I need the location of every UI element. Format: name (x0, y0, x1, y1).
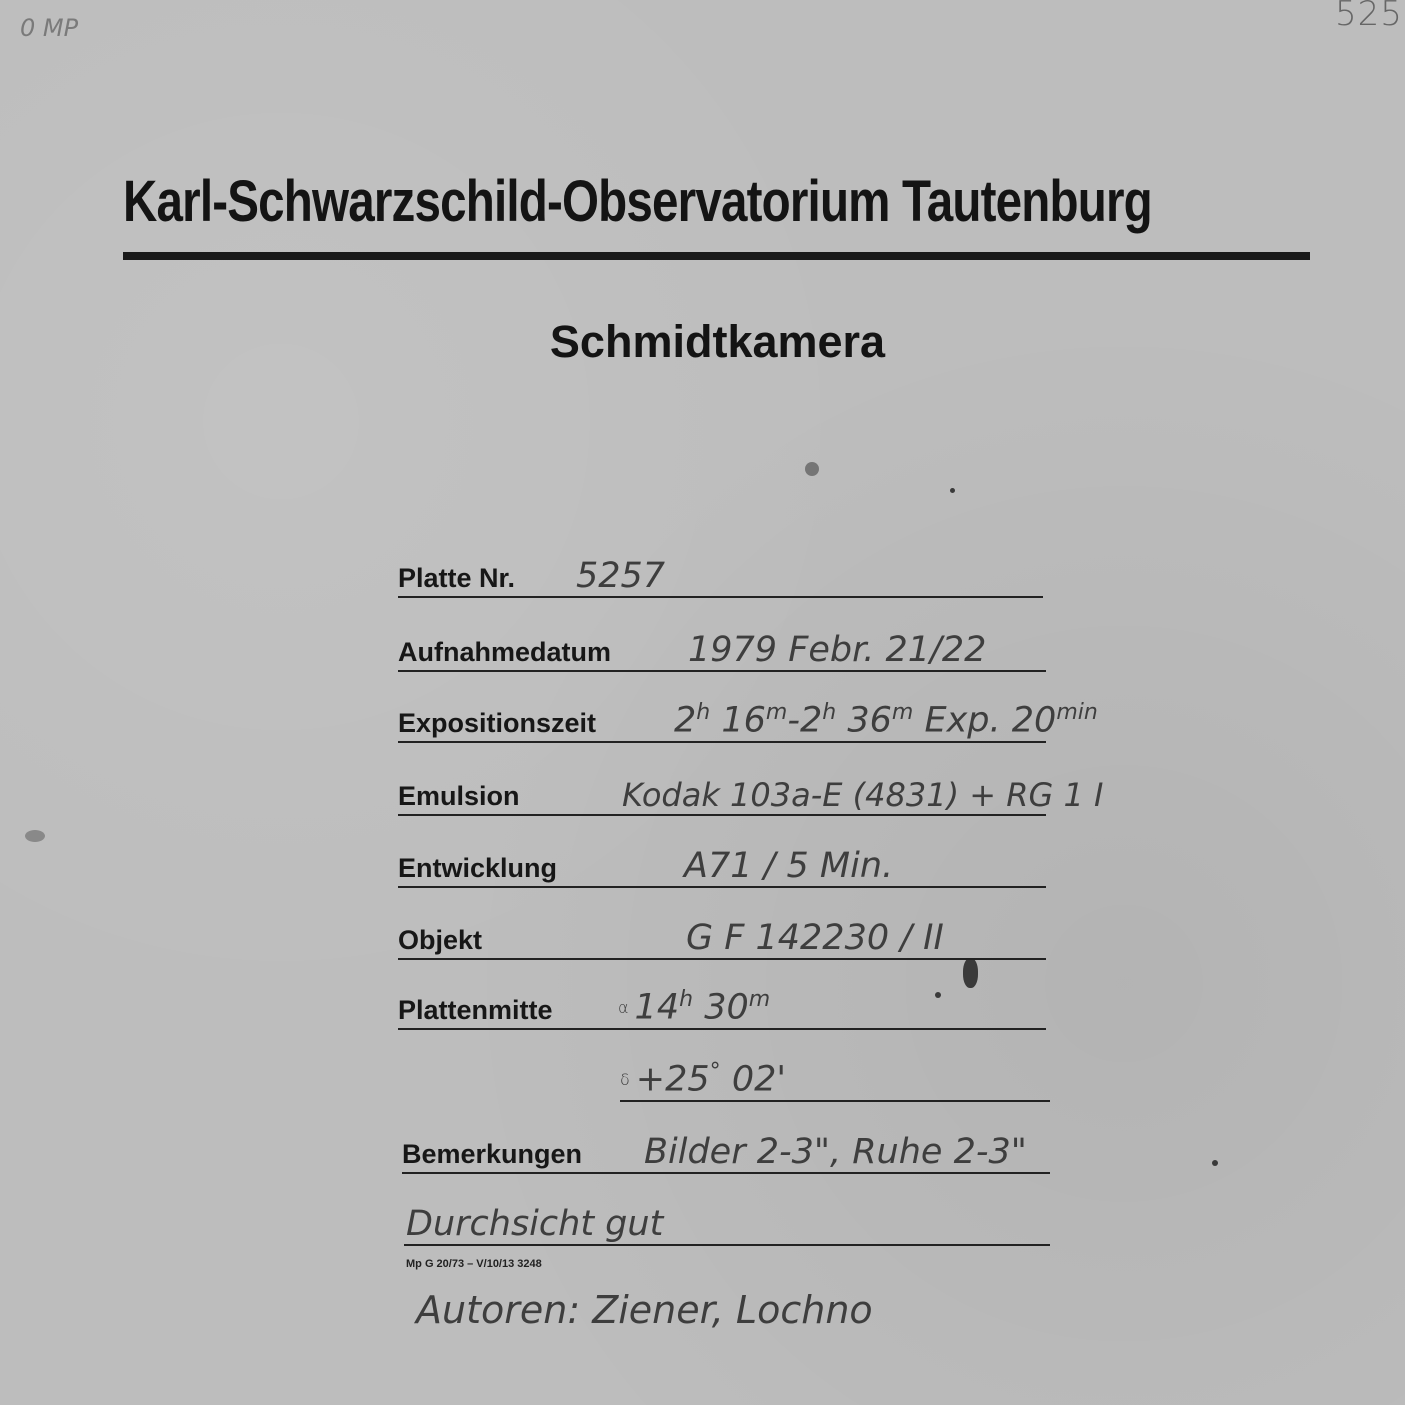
exposure-length: Exp. 20 (924, 701, 1057, 741)
field-label: Plattenmitte (398, 995, 553, 1025)
ra-hours: 14 (634, 988, 680, 1028)
unit: h (679, 987, 694, 1013)
field-rule (398, 958, 1046, 960)
field-rule (398, 814, 1046, 816)
field-value: Bilder 2-3", Ruhe 2-3" (644, 1132, 1027, 1172)
unit: m (748, 987, 771, 1013)
field-label: Expositionszeit (398, 708, 597, 738)
field-plate-center (398, 987, 1046, 1030)
unit: m (765, 700, 788, 726)
field-label: Aufnahmedatum (398, 637, 612, 667)
alpha-symbol: α (618, 998, 629, 1017)
hours-start: 2 (674, 701, 697, 741)
field-rule (398, 886, 1046, 888)
form-code: Mp G 20/73 – V/10/13 3248 (406, 1258, 542, 1270)
delta-symbol: δ (620, 1070, 630, 1089)
field-emulsion (398, 776, 1104, 816)
field-date (398, 632, 1046, 672)
smudge (25, 830, 45, 842)
field-rule (398, 741, 1046, 743)
observatory-title: Karl-Schwarzschild-Observatorium Tautenburg (123, 169, 1152, 234)
field-value: 5257 (576, 556, 666, 596)
title-rule (123, 252, 1310, 260)
field-rule (398, 1028, 1046, 1030)
field-label: Entwicklung (398, 853, 558, 883)
speck (950, 488, 955, 493)
field-rule (620, 1100, 1050, 1102)
corner-note-top-right: 525 (1335, 0, 1403, 34)
field-remarks-continued (404, 1206, 1050, 1246)
field-rule (404, 1244, 1050, 1246)
field-rule (402, 1172, 1050, 1174)
field-plate-no (398, 558, 1043, 598)
field-label: Platte Nr. (398, 563, 516, 593)
field-rule (398, 596, 1043, 598)
field-value (620, 1059, 786, 1100)
field-value: A71 / 5 Min. (684, 846, 894, 886)
field-object (398, 920, 1046, 960)
dec-arcmin: 02' (731, 1060, 786, 1100)
field-value: G F 142230 / II (686, 918, 944, 958)
field-remarks (402, 1134, 1050, 1174)
subtitle: Schmidtkamera (549, 316, 886, 367)
field-value: Kodak 103a-E (4831) + RG 1 I (622, 776, 1104, 814)
speck (1212, 1160, 1218, 1166)
minutes-end: 36 (847, 701, 892, 741)
unit: h (822, 700, 837, 726)
field-rule (398, 670, 1046, 672)
unit: min (1056, 700, 1098, 726)
dec-degrees: +25 (635, 1060, 710, 1100)
field-value: 1979 Febr. 21/22 (688, 630, 987, 670)
field-label: Objekt (398, 925, 483, 955)
field-exposure (398, 700, 1098, 743)
corner-note-top-left: 0 MP (20, 14, 79, 42)
unit: h (696, 700, 711, 726)
field-label: Bemerkungen (402, 1139, 583, 1169)
unit: m (891, 700, 914, 726)
authors-note: Autoren: Ziener, Lochno (416, 1288, 873, 1332)
speck (805, 462, 819, 476)
minutes-start: 16 (721, 701, 766, 741)
hours-end: -2 (787, 701, 823, 741)
ra-minutes: 30 (704, 988, 749, 1028)
unit: ° (709, 1059, 721, 1085)
field-value (618, 987, 770, 1028)
ink-blot (963, 958, 978, 988)
field-value (674, 700, 1098, 741)
field-development (398, 848, 1046, 888)
field-label: Emulsion (398, 781, 520, 811)
field-declination (620, 1059, 1050, 1102)
field-value: Durchsicht gut (406, 1204, 664, 1244)
